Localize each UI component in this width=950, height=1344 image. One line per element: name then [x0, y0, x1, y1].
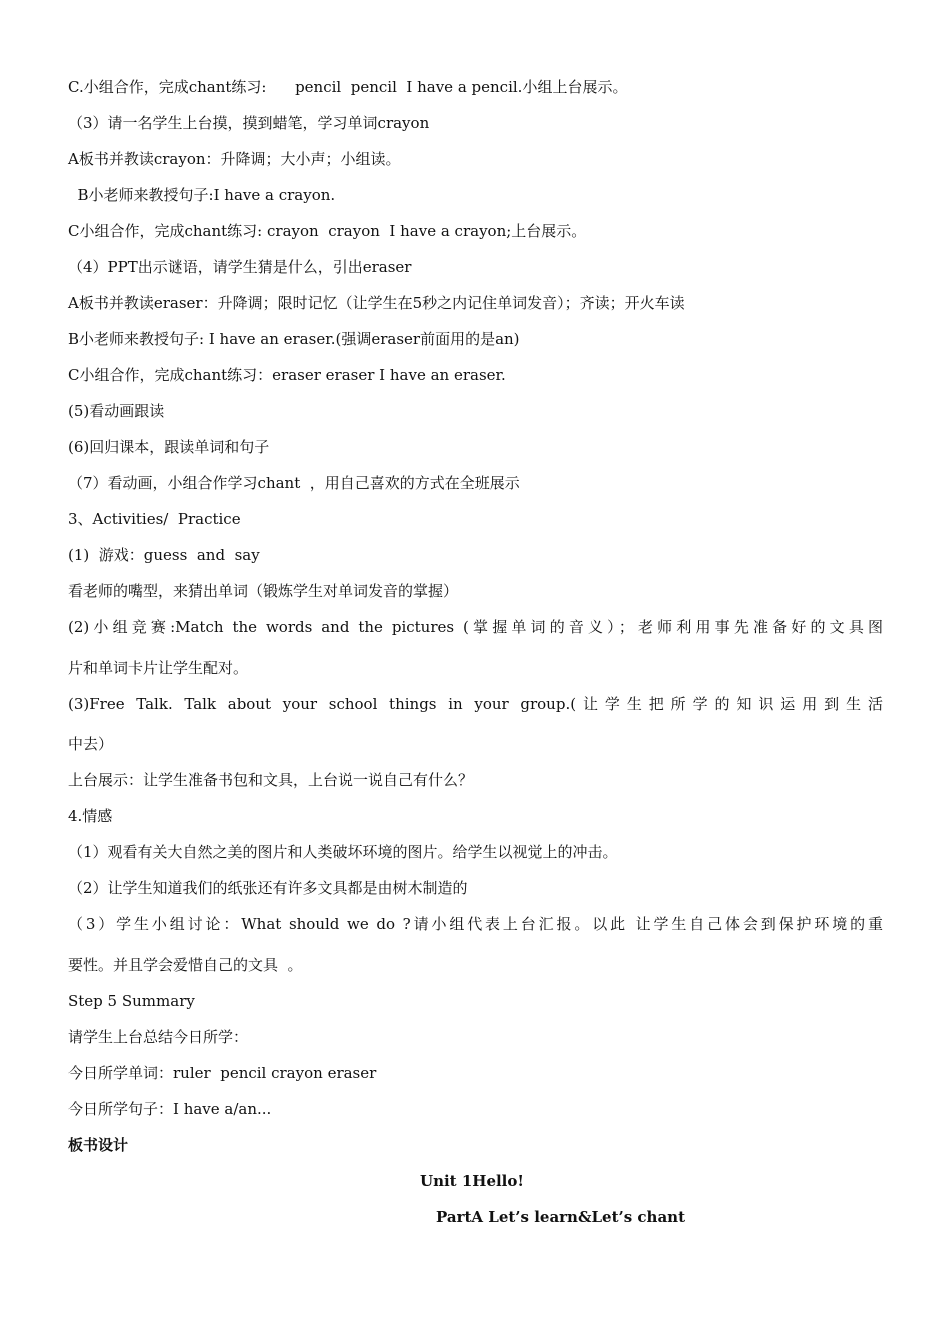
text-line: 看老师的嘴型，来猜出单词（锻炼学生对单词发音的掌握） — [68, 582, 459, 600]
text-line: 要性。并且学会爱惜自己的文具 。 — [68, 956, 303, 974]
section-heading: 4.情感 — [68, 807, 113, 825]
text-line: B小老师来教授句子:I have a crayon. — [68, 186, 336, 204]
text-line: 今日所学单词：ruler pencil crayon eraser — [68, 1064, 377, 1082]
text-line: （3）学生小组讨论：What should we do ?请小组代表上台汇报。以此 让学生自己体会到保护环境的重 — [68, 915, 883, 933]
text-line: A板书并教读eraser：升降调；限时记忆（让学生在5秒之内记住单词发音）；齐读；开火车读 — [68, 294, 685, 312]
text-line: C.小组合作，完成chant练习: pencil pencil I have a pencil.小组上台展示。 — [68, 78, 628, 96]
text-line: 片和单词卡片让学生配对。 — [68, 659, 249, 677]
text-line: (5)看动画跟读 — [68, 402, 165, 420]
text-line: C小组合作，完成chant练习: crayon crayon I have a crayon;上台展示。 — [68, 222, 587, 240]
text-line: 上台展示：让学生准备书包和文具，上台说一说自己有什么？ — [68, 771, 474, 789]
section-heading: 板书设计 — [68, 1136, 129, 1154]
text-line: B小老师来教授句子: I have an eraser.(强调eraser前面用的是an) — [68, 330, 520, 348]
text-line: （3）请一名学生上台摸，摸到蜡笔，学习单词crayon — [68, 114, 430, 132]
text-line: （2）让学生知道我们的纸张还有许多文具都是由树木制造的 — [68, 879, 468, 897]
section-heading: 3、Activities/ Practice — [68, 510, 241, 528]
text-line: （7）看动画，小组合作学习chant ，用自己喜欢的方式在全班展示 — [68, 474, 520, 492]
text-line: 中去） — [68, 735, 114, 753]
board-subtitle: PartA Let’s learn&Let’s chant — [436, 1208, 686, 1226]
board-title: Unit 1Hello! — [420, 1172, 524, 1190]
text-line: （4）PPT出示谜语，请学生猜是什么，引出eraser — [68, 258, 412, 276]
text-line: A板书并教读crayon：升降调；大小声；小组读。 — [68, 150, 401, 168]
text-line: (1) 游戏：guess and say — [68, 546, 260, 564]
section-heading: Step 5 Summary — [68, 992, 195, 1010]
text-line: （1）观看有关大自然之美的图片和人类破坏环境的图片。给学生以视觉上的冲击。 — [68, 843, 618, 861]
text-line: (3)Free Talk. Talk about your school things in your group.(让学生把所学的知识运用到生活 — [68, 695, 883, 713]
text-line: 请学生上台总结今日所学： — [68, 1028, 249, 1046]
text-line: 今日所学句子：I have a/an... — [68, 1100, 272, 1118]
text-line: (6)回归课本，跟读单词和句子 — [68, 438, 270, 456]
text-line: C小组合作，完成chant练习：eraser eraser I have an eraser. — [68, 366, 506, 384]
text-line: (2)小组竞赛:Match the words and the pictures (掌握单词的音义）；老师利用事先准备好的文具图 — [68, 618, 883, 636]
